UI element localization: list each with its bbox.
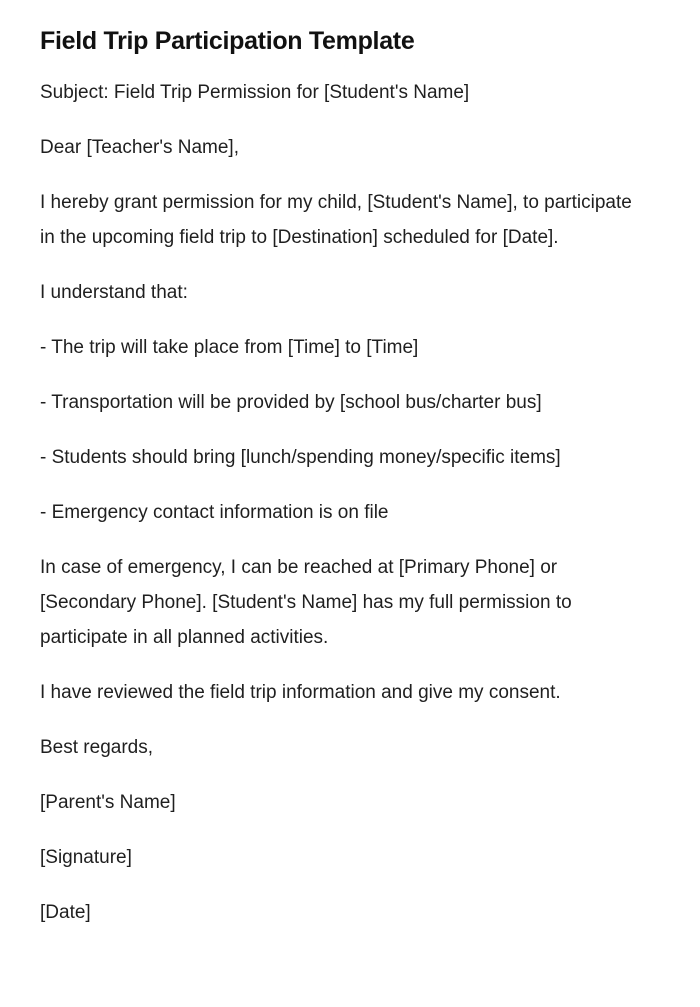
- closing: Best regards,: [40, 737, 153, 758]
- signature-field: [Signature]: [40, 847, 132, 868]
- understand-heading: I understand that:: [40, 282, 188, 303]
- list-item: - Emergency contact information is on file: [40, 502, 389, 523]
- list-item: - Students should bring [lunch/spending money/specific items]: [40, 447, 561, 468]
- permission-paragraph: I hereby grant permission for my child, [Student's Name], to participate in the upcoming field trip to [Destination] scheduled for [Date].: [40, 192, 632, 248]
- subject-line: Subject: Field Trip Permission for [Student's Name]: [40, 82, 470, 103]
- emergency-paragraph: In case of emergency, I can be reached at [Primary Phone] or [Secondary Phone]. [Student's Name] has my full permission to participate in all planned activities.: [40, 557, 572, 648]
- list-item: - Transportation will be provided by [school bus/charter bus]: [40, 392, 542, 413]
- list-item: - The trip will take place from [Time] to [Time]: [40, 337, 419, 358]
- greeting: Dear [Teacher's Name],: [40, 137, 239, 158]
- document-title: Field Trip Participation Template: [40, 27, 415, 55]
- date-field: [Date]: [40, 902, 91, 923]
- consent-statement: I have reviewed the field trip information and give my consent.: [40, 682, 561, 703]
- parent-name-field: [Parent's Name]: [40, 792, 176, 813]
